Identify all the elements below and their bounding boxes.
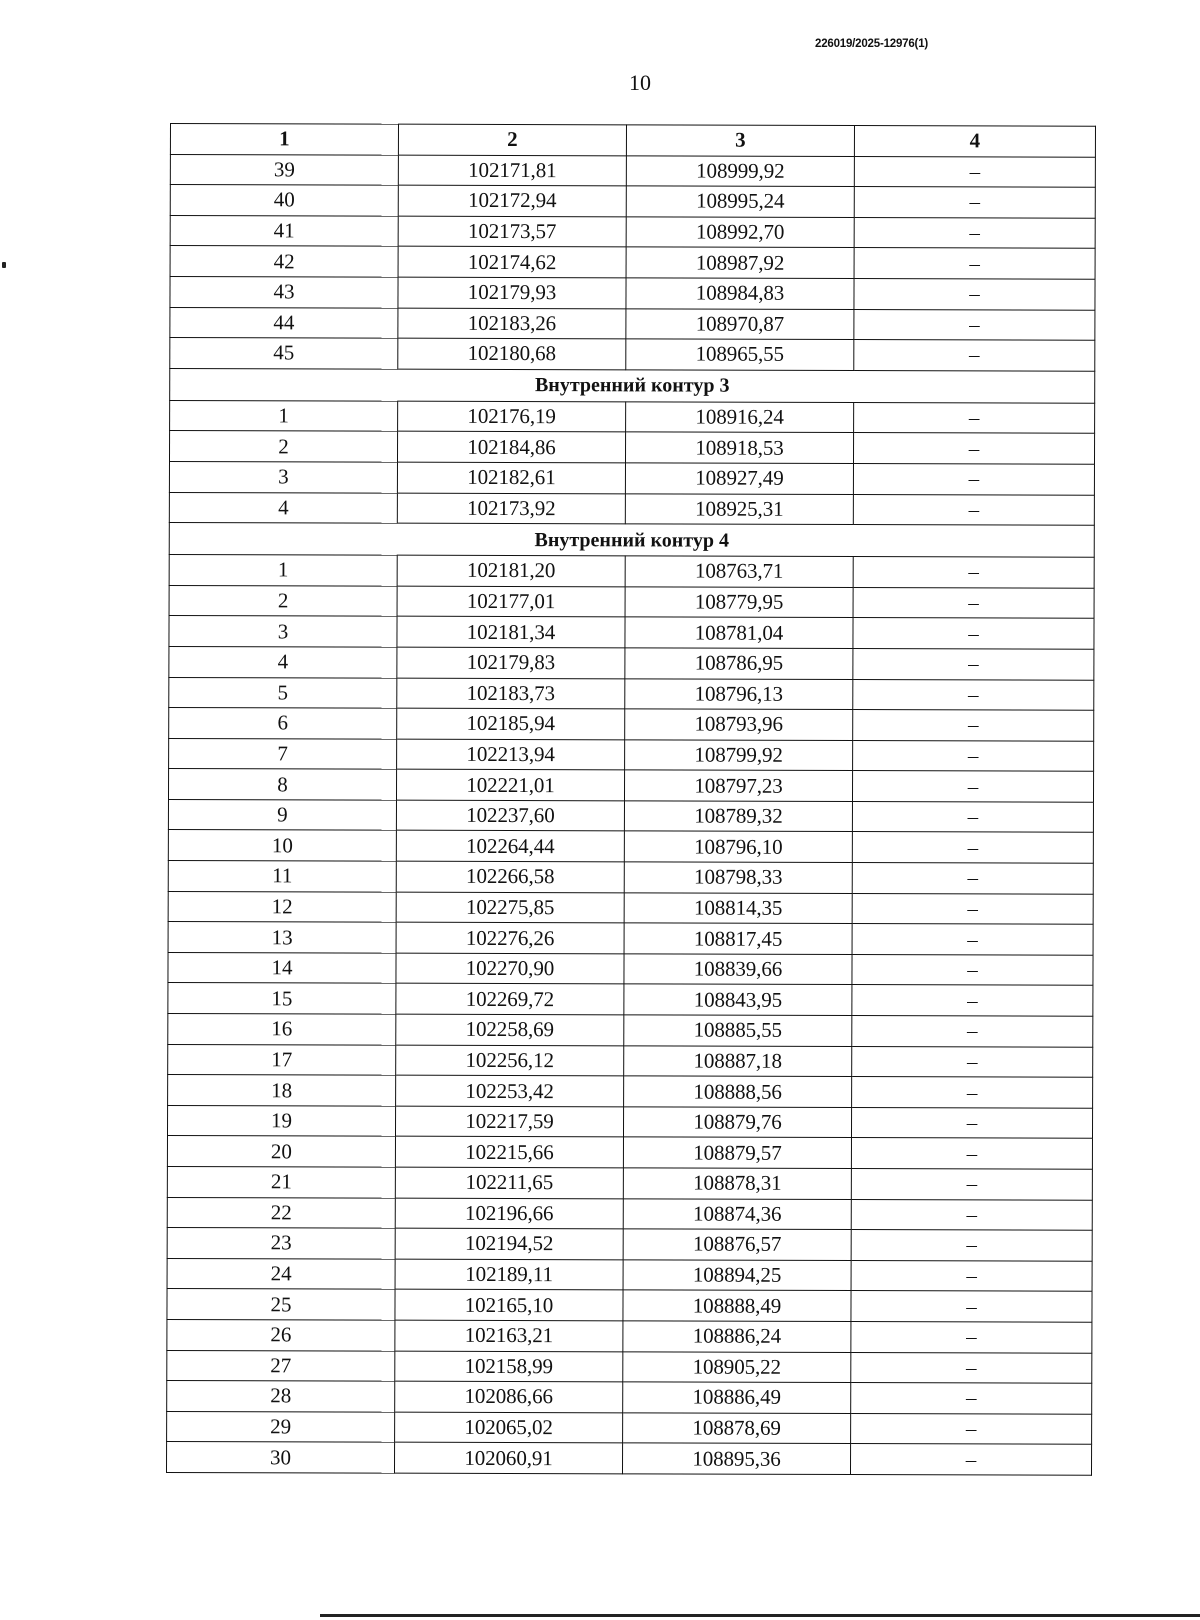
x-coordinate-cell: 102276,26 — [396, 922, 624, 953]
y-coordinate-cell: 108799,92 — [625, 740, 853, 771]
point-number-cell: 12 — [168, 891, 396, 922]
table-row — [170, 276, 1095, 309]
point-number-cell: 2 — [169, 431, 397, 462]
note-cell: – — [854, 187, 1095, 218]
y-coordinate-cell: 108970,87 — [626, 308, 854, 339]
y-coordinate-cell: 108886,24 — [623, 1321, 851, 1352]
x-coordinate-cell: 102180,68 — [398, 338, 626, 369]
y-coordinate-cell: 108987,92 — [626, 247, 854, 278]
table-row — [167, 1350, 1092, 1383]
note-cell: – — [853, 618, 1094, 649]
table-row — [169, 431, 1094, 464]
x-coordinate-cell: 102211,65 — [395, 1167, 623, 1198]
note-cell: – — [852, 801, 1093, 832]
x-coordinate-cell: 102256,12 — [396, 1045, 624, 1076]
table-row — [168, 769, 1093, 802]
note-cell: – — [852, 1077, 1093, 1108]
point-number-cell: 39 — [170, 154, 398, 185]
point-number-cell: 25 — [167, 1289, 395, 1320]
y-coordinate-cell: 108779,95 — [625, 587, 853, 618]
y-coordinate-cell: 108797,23 — [624, 770, 852, 801]
note-cell: – — [852, 863, 1093, 894]
y-coordinate-cell: 108781,04 — [625, 617, 853, 648]
y-coordinate-cell: 108984,83 — [626, 278, 854, 309]
scan-speck — [2, 262, 6, 268]
point-number-cell: 42 — [170, 246, 398, 277]
note-cell: – — [853, 710, 1094, 741]
table-row — [168, 952, 1093, 985]
x-coordinate-cell: 102258,69 — [396, 1014, 624, 1045]
x-coordinate-cell: 102173,92 — [397, 493, 625, 524]
point-number-cell: 20 — [167, 1136, 395, 1167]
table-row — [166, 1442, 1091, 1475]
point-number-cell: 14 — [168, 952, 396, 983]
table-row — [169, 708, 1094, 741]
x-coordinate-cell: 102264,44 — [396, 831, 624, 862]
point-number-cell: 3 — [169, 616, 397, 647]
x-coordinate-cell: 102275,85 — [396, 892, 624, 923]
y-coordinate-cell: 108894,25 — [623, 1260, 851, 1291]
y-coordinate-cell: 108886,49 — [623, 1382, 851, 1413]
x-coordinate-cell: 102086,66 — [395, 1381, 623, 1412]
y-coordinate-cell: 108817,45 — [624, 923, 852, 954]
note-cell: – — [851, 1230, 1092, 1261]
x-coordinate-cell: 102270,90 — [396, 953, 624, 984]
note-cell: – — [851, 1383, 1092, 1414]
point-number-cell: 30 — [166, 1442, 394, 1473]
y-coordinate-cell: 108763,71 — [625, 556, 853, 587]
point-number-cell: 23 — [167, 1228, 395, 1259]
x-coordinate-cell: 102181,20 — [397, 555, 625, 586]
coordinates-table-wrapper — [166, 123, 1095, 1476]
y-coordinate-cell: 108814,35 — [624, 893, 852, 924]
table-row — [169, 738, 1094, 771]
x-coordinate-cell: 102179,83 — [397, 647, 625, 678]
column-header-2: 2 — [398, 124, 626, 155]
note-cell: – — [851, 1260, 1092, 1291]
note-cell: – — [852, 924, 1093, 955]
y-coordinate-cell: 108789,32 — [624, 801, 852, 832]
coordinates-table — [166, 123, 1096, 1476]
note-cell: – — [854, 248, 1095, 279]
point-number-cell: 18 — [168, 1075, 396, 1106]
note-cell: – — [853, 740, 1094, 771]
x-coordinate-cell: 102217,59 — [395, 1106, 623, 1137]
note-cell: – — [853, 463, 1094, 494]
table-row — [167, 1411, 1092, 1444]
y-coordinate-cell: 108925,31 — [625, 493, 853, 524]
y-coordinate-cell: 108793,96 — [625, 709, 853, 740]
table-row — [167, 1197, 1092, 1230]
point-number-cell: 22 — [167, 1197, 395, 1228]
note-cell: – — [850, 1444, 1091, 1475]
y-coordinate-cell: 108895,36 — [622, 1443, 850, 1474]
section-row — [169, 523, 1094, 558]
point-number-cell: 11 — [168, 861, 396, 892]
point-number-cell: 26 — [167, 1319, 395, 1350]
point-number-cell: 6 — [169, 708, 397, 739]
note-cell: – — [851, 1138, 1092, 1169]
note-cell: – — [852, 954, 1093, 985]
note-cell: – — [854, 156, 1095, 187]
x-coordinate-cell: 102196,66 — [395, 1198, 623, 1229]
table-row — [169, 585, 1094, 618]
x-coordinate-cell: 102183,26 — [398, 308, 626, 339]
x-coordinate-cell: 102158,99 — [395, 1351, 623, 1382]
table-row — [167, 1228, 1092, 1261]
column-header-3: 3 — [626, 125, 854, 156]
point-number-cell: 13 — [168, 922, 396, 953]
table-row — [167, 1136, 1092, 1169]
table-row — [169, 677, 1094, 710]
table-row — [167, 1381, 1092, 1414]
point-number-cell: 1 — [170, 400, 398, 431]
note-cell: – — [851, 1169, 1092, 1200]
table-row — [167, 1166, 1092, 1199]
table-row — [170, 185, 1095, 218]
point-number-cell: 40 — [170, 185, 398, 216]
x-coordinate-cell: 102181,34 — [397, 616, 625, 647]
note-cell: – — [854, 340, 1095, 371]
y-coordinate-cell: 108839,66 — [624, 954, 852, 985]
y-coordinate-cell: 108916,24 — [626, 402, 854, 433]
x-coordinate-cell: 102184,86 — [397, 432, 625, 463]
y-coordinate-cell: 108918,53 — [625, 432, 853, 463]
y-coordinate-cell: 108888,49 — [623, 1290, 851, 1321]
x-coordinate-cell: 102163,21 — [395, 1320, 623, 1351]
x-coordinate-cell: 102266,58 — [396, 861, 624, 892]
y-coordinate-cell: 108965,55 — [626, 339, 854, 370]
note-cell: – — [853, 433, 1094, 464]
x-coordinate-cell: 102213,94 — [397, 739, 625, 770]
x-coordinate-cell: 102172,94 — [398, 185, 626, 216]
x-coordinate-cell: 102179,93 — [398, 277, 626, 308]
table-header-row — [170, 124, 1095, 157]
page-number: 10 — [629, 70, 651, 95]
y-coordinate-cell: 108796,10 — [624, 831, 852, 862]
point-number-cell: 21 — [167, 1166, 395, 1197]
y-coordinate-cell: 108999,92 — [626, 155, 854, 186]
table-row — [168, 799, 1093, 832]
y-coordinate-cell: 108874,36 — [623, 1198, 851, 1229]
x-coordinate-cell: 102183,73 — [397, 678, 625, 709]
y-coordinate-cell: 108878,31 — [623, 1168, 851, 1199]
x-coordinate-cell: 102173,57 — [398, 216, 626, 247]
x-coordinate-cell: 102171,81 — [398, 155, 626, 186]
column-header-1: 1 — [170, 124, 398, 155]
y-coordinate-cell: 108888,56 — [624, 1076, 852, 1107]
x-coordinate-cell: 102165,10 — [395, 1290, 623, 1321]
section-row — [170, 368, 1095, 403]
y-coordinate-cell: 108905,22 — [623, 1351, 851, 1382]
table-row — [169, 461, 1094, 494]
note-cell: – — [853, 679, 1094, 710]
note-cell: – — [854, 402, 1095, 433]
point-number-cell: 17 — [168, 1044, 396, 1075]
scan-bottom-edge-line — [320, 1614, 1200, 1617]
x-coordinate-cell: 102189,11 — [395, 1259, 623, 1290]
section-title: Внутренний контур 3 — [170, 368, 1095, 403]
x-coordinate-cell: 102060,91 — [394, 1443, 622, 1474]
table-row — [169, 555, 1094, 588]
table-row — [170, 154, 1095, 187]
note-cell: – — [853, 494, 1094, 525]
y-coordinate-cell: 108995,24 — [626, 186, 854, 217]
table-body — [166, 154, 1095, 1475]
x-coordinate-cell: 102176,19 — [398, 401, 626, 432]
table-row — [169, 646, 1094, 679]
y-coordinate-cell: 108798,33 — [624, 862, 852, 893]
note-cell: – — [853, 587, 1094, 618]
note-cell: – — [851, 1291, 1092, 1322]
note-cell: – — [852, 1016, 1093, 1047]
table-row — [168, 1014, 1093, 1047]
table-row — [167, 1105, 1092, 1138]
x-coordinate-cell: 102185,94 — [397, 708, 625, 739]
point-number-cell: 19 — [167, 1105, 395, 1136]
table-row — [167, 1319, 1092, 1352]
table-row — [168, 1075, 1093, 1108]
table-row — [169, 492, 1094, 525]
section-title: Внутренний контур 4 — [169, 523, 1094, 558]
note-cell: – — [854, 309, 1095, 340]
table-row — [170, 246, 1095, 279]
note-cell: – — [854, 278, 1095, 309]
note-cell: – — [851, 1413, 1092, 1444]
point-number-cell: 45 — [170, 338, 398, 369]
note-cell: – — [852, 893, 1093, 924]
point-number-cell: 16 — [168, 1014, 396, 1045]
point-number-cell: 28 — [167, 1381, 395, 1412]
x-coordinate-cell: 102221,01 — [396, 769, 624, 800]
note-cell: – — [851, 1352, 1092, 1383]
y-coordinate-cell: 108843,95 — [624, 984, 852, 1015]
point-number-cell: 7 — [169, 738, 397, 769]
point-number-cell: 3 — [169, 461, 397, 492]
x-coordinate-cell: 102215,66 — [395, 1137, 623, 1168]
table-row — [167, 1258, 1092, 1291]
x-coordinate-cell: 102182,61 — [397, 462, 625, 493]
point-number-cell: 44 — [170, 307, 398, 338]
note-cell: – — [852, 1046, 1093, 1077]
point-number-cell: 41 — [170, 215, 398, 246]
note-cell: – — [853, 557, 1094, 588]
table-row — [167, 1289, 1092, 1322]
y-coordinate-cell: 108887,18 — [624, 1045, 852, 1076]
table-row — [170, 338, 1095, 371]
y-coordinate-cell: 108885,55 — [624, 1015, 852, 1046]
note-cell: – — [852, 832, 1093, 863]
point-number-cell: 4 — [169, 492, 397, 523]
table-row — [170, 307, 1095, 340]
column-header-4: 4 — [854, 126, 1095, 157]
table-row — [168, 830, 1093, 863]
table-row — [169, 616, 1094, 649]
point-number-cell: 4 — [169, 646, 397, 677]
x-coordinate-cell: 102174,62 — [398, 247, 626, 278]
point-number-cell: 2 — [169, 585, 397, 616]
y-coordinate-cell: 108927,49 — [625, 463, 853, 494]
table-row — [168, 983, 1093, 1016]
y-coordinate-cell: 108878,69 — [623, 1413, 851, 1444]
document-number: 226019/2025-12976(1) — [815, 38, 929, 50]
x-coordinate-cell: 102237,60 — [396, 800, 624, 831]
point-number-cell: 27 — [167, 1350, 395, 1381]
note-cell: – — [852, 771, 1093, 802]
note-cell: – — [853, 648, 1094, 679]
note-cell: – — [854, 217, 1095, 248]
point-number-cell: 9 — [168, 799, 396, 830]
note-cell: – — [851, 1321, 1092, 1352]
point-number-cell: 24 — [167, 1258, 395, 1289]
y-coordinate-cell: 108786,95 — [625, 648, 853, 679]
point-number-cell: 29 — [167, 1411, 395, 1442]
y-coordinate-cell: 108796,13 — [625, 678, 853, 709]
x-coordinate-cell: 102194,52 — [395, 1228, 623, 1259]
table-row — [168, 891, 1093, 924]
point-number-cell: 8 — [168, 769, 396, 800]
table-row — [170, 215, 1095, 248]
point-number-cell: 1 — [169, 555, 397, 586]
point-number-cell: 43 — [170, 276, 398, 307]
y-coordinate-cell: 108992,70 — [626, 217, 854, 248]
x-coordinate-cell: 102253,42 — [396, 1075, 624, 1106]
table-row — [168, 861, 1093, 894]
table-row — [168, 1044, 1093, 1077]
y-coordinate-cell: 108879,57 — [623, 1137, 851, 1168]
y-coordinate-cell: 108879,76 — [623, 1107, 851, 1138]
y-coordinate-cell: 108876,57 — [623, 1229, 851, 1260]
point-number-cell: 5 — [169, 677, 397, 708]
x-coordinate-cell: 102177,01 — [397, 586, 625, 617]
point-number-cell: 15 — [168, 983, 396, 1014]
x-coordinate-cell: 102065,02 — [395, 1412, 623, 1443]
note-cell: – — [851, 1199, 1092, 1230]
table-row — [170, 400, 1095, 433]
note-cell: – — [851, 1107, 1092, 1138]
note-cell: – — [852, 985, 1093, 1016]
point-number-cell: 10 — [168, 830, 396, 861]
x-coordinate-cell: 102269,72 — [396, 984, 624, 1015]
table-row — [168, 922, 1093, 955]
